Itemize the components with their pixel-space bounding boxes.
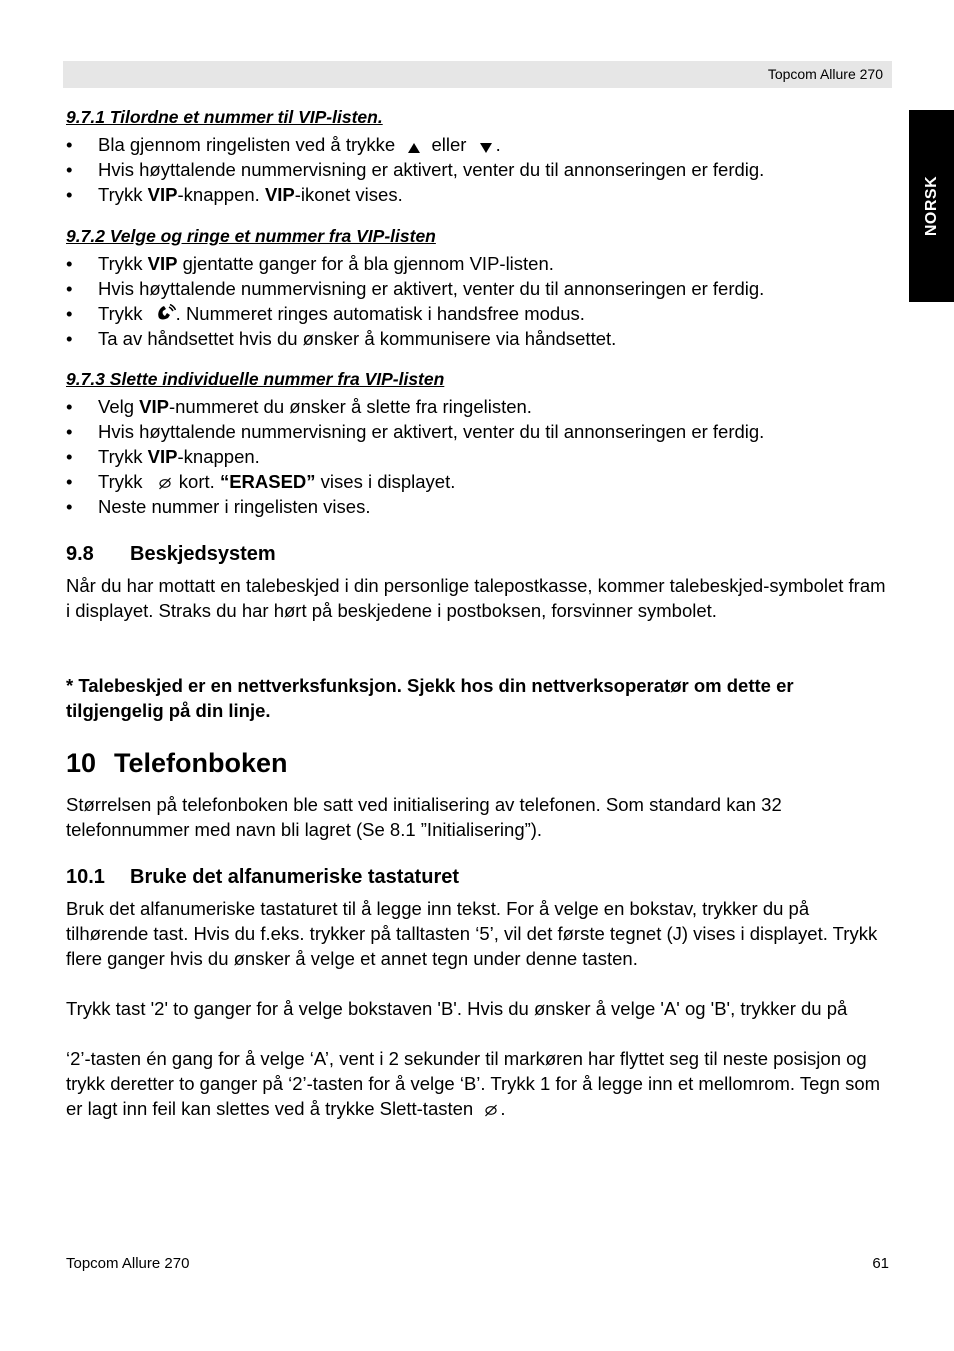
chapter-number: 10 (66, 748, 97, 778)
list-item-text: Trykk (98, 184, 148, 205)
list-item-text: Trykk (98, 253, 148, 274)
section-10-1-heading (66, 866, 459, 889)
header-bar (63, 61, 892, 88)
section-9-8-note: * Talebeskjed er en nettverksfunksjon. Sjekk hos din nettverksoperatør om dette er tilgjengelig på din linje. (66, 675, 794, 721)
language-tab-label: NORSK (922, 175, 940, 237)
section-title: Beskjedsystem (130, 543, 276, 565)
list-item-text: Velg (98, 396, 140, 417)
list-item-text: . (495, 134, 501, 155)
list-item-text: vises i displayet. (315, 471, 456, 492)
list-item-text: Trykk (98, 471, 143, 492)
list-item-bold: “ERASED” (219, 471, 316, 492)
section-9-7-2-title: 9.7.2 Velge og ringe et nummer fra VIP-listen (66, 226, 436, 246)
list-item: • Neste nummer i ringelisten vises. (66, 494, 892, 519)
section-10-1-paragraph-2: Trykk tast '2' to ganger for å velge bokstaven 'B'. Hvis du ønsker å velge 'A' og 'B', trykker du på (66, 998, 848, 1019)
chapter-title: Telefonboken (114, 748, 288, 778)
section-9-7-3-list (66, 394, 892, 519)
list-item: • Ta av håndsettet hvis du ønsker å kommunisere via håndsettet. (66, 326, 892, 351)
list-item: • Hvis høyttalende nummervisning er aktivert, venter du til annonseringen er ferdig. (66, 419, 892, 444)
list-item-text: -knappen. (177, 446, 260, 467)
chapter-10-paragraph: Størrelsen på telefonboken ble satt ved initialisering av telefonen. Som standard kan 32 telefonnummer med navn bli lagret (Se 8.1 ”Initialisering”). (66, 794, 782, 840)
section-number: 9.8 (66, 543, 94, 565)
list-item-text: Trykk (98, 446, 148, 467)
list-item (66, 444, 892, 469)
section-9-8-paragraph: Når du har mottatt en talebeskjed i din personlige talepostkasse, kommer talebeskjed-symbolet fram i displayet. Straks du har hørt på beskjedene i postboksen, forsvinner symbolet. (66, 575, 886, 621)
section-number: 10.1 (66, 866, 105, 888)
list-item-text: kort. (173, 471, 220, 492)
section-9-7-1-list (66, 132, 892, 207)
language-tab (909, 110, 954, 302)
list-item-bold: VIP (139, 396, 169, 417)
footer-title: Topcom Allure 270 (66, 1255, 190, 1272)
handsfree-phone-icon (156, 303, 176, 328)
list-item (66, 251, 892, 276)
list-item (66, 394, 892, 419)
list-item-text: Trykk (98, 303, 143, 324)
up-arrow-icon (408, 134, 420, 159)
list-item (66, 132, 892, 157)
list-item: • Hvis høyttalende nummervisning er aktivert, venter du til annonseringen er ferdig. (66, 157, 892, 182)
list-item-bold: VIP (264, 184, 295, 205)
section-9-7-3-title: 9.7.3 Slette individuelle nummer fra VIP-listen (66, 369, 445, 389)
page-number: 61 (872, 1255, 889, 1272)
list-item (66, 469, 892, 494)
section-9-8-heading (66, 543, 276, 566)
header-title: Topcom Allure 270 (767, 66, 883, 82)
down-arrow-icon (480, 134, 492, 159)
list-item-text: -ikonet vises. (294, 184, 403, 205)
list-item-bold: VIP (147, 253, 178, 274)
list-item-text: gjentatte ganger for å bla gjennom VIP-listen. (177, 253, 554, 274)
list-item-text: -knappen. (177, 184, 265, 205)
list-item-text: eller (431, 134, 467, 155)
list-item-text: . Nummeret ringes automatisk i handsfree modus. (175, 303, 585, 324)
chapter-10-heading (66, 748, 288, 779)
list-item (66, 301, 892, 326)
delete-key-icon (158, 471, 172, 496)
list-item-text: -nummeret du ønsker å slette fra ringelisten. (168, 396, 532, 417)
section-10-1-paragraph-3 (66, 1046, 892, 1123)
section-9-7-2-list (66, 251, 892, 351)
paragraph-text: . (500, 1098, 506, 1119)
section-title: Bruke det alfanumeriske tastaturet (130, 866, 460, 888)
delete-key-icon (484, 1098, 498, 1123)
list-item-bold: VIP (147, 446, 178, 467)
list-item (66, 182, 892, 207)
list-item-bold: VIP (147, 184, 178, 205)
section-10-1-paragraph-1: Bruk det alfanumeriske tastaturet til å legge inn tekst. For å velge en bokstav, trykker du på tilhørende tast. Hvis du f.eks. trykker på talltasten ‘5’, vil det første tegnet (J) vises i displayet. Trykk flere ganger hvis du ønsker å velge et annet tegn under denne tasten. (66, 898, 878, 969)
section-9-7-1-title: 9.7.1 Tilordne et nummer til VIP-listen. (66, 107, 383, 127)
paragraph-text: ‘2’-tasten én gang for å velge ‘A’, vent i 2 sekunder til markøren har flyttet seg til neste posisjon og trykk deretter to ganger på ‘2’-tasten for å velge ‘B’. Trykk 1 for å legge inn et mellomrom. Tegn som er lagt inn feil kan slettes ved å trykke Slett-tasten (66, 1048, 881, 1119)
list-item: • Hvis høyttalende nummervisning er aktivert, venter du til annonseringen er ferdig. (66, 276, 892, 301)
list-item-text: Bla gjennom ringelisten ved å trykke (98, 134, 396, 155)
